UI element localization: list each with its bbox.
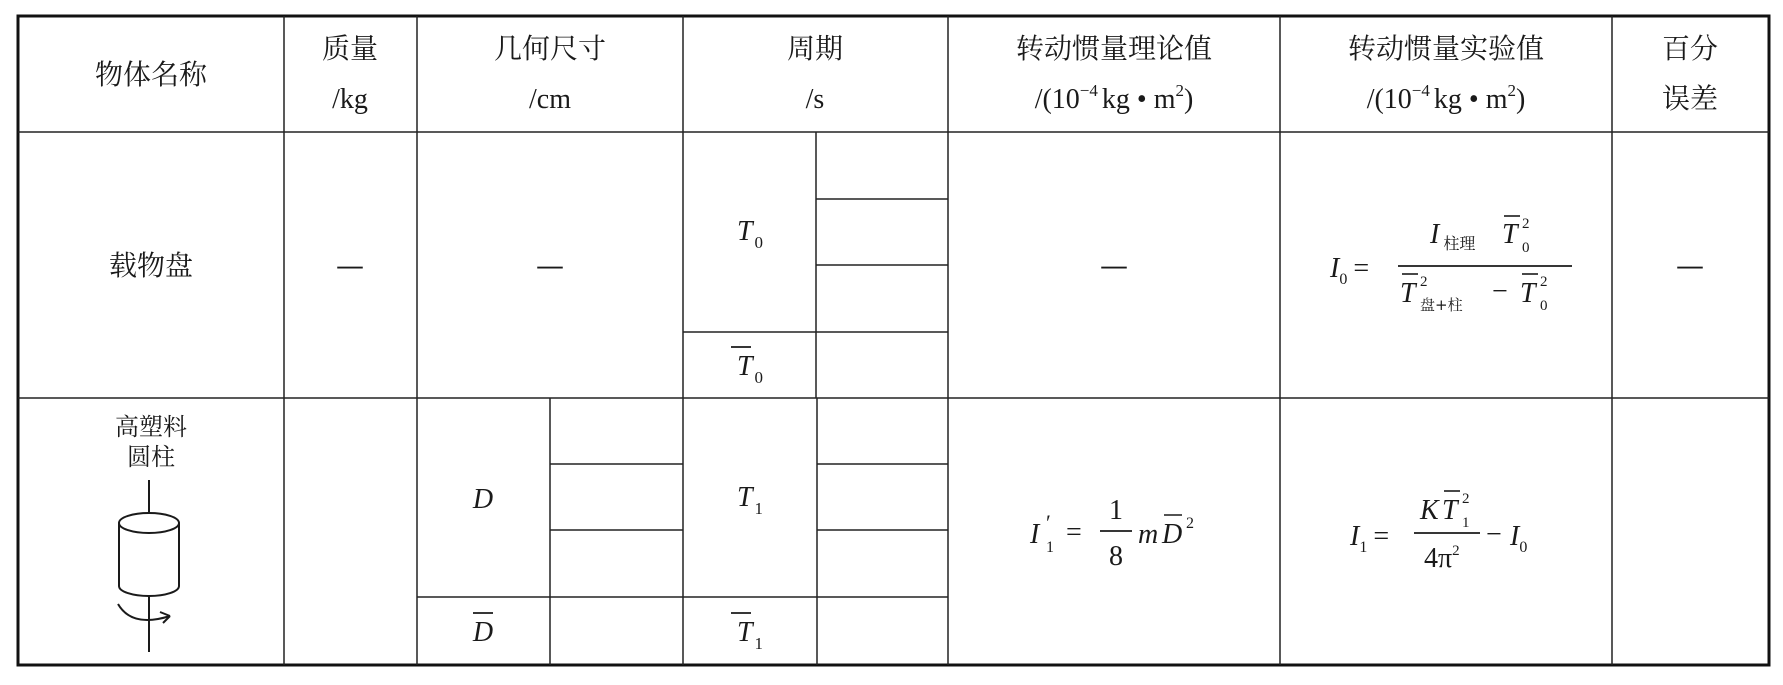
row1-theory: —: [1100, 249, 1128, 282]
svg-text:T: T: [1502, 219, 1518, 250]
svg-text:T0: T $_0$: [736, 351, 764, 387]
row2-name-line1: 高塑料: [115, 413, 187, 441]
row1-mass: —: [336, 249, 364, 282]
table-header: [95, 32, 1718, 115]
svg-text:I0: $I_0$: [1510, 521, 1528, 556]
row1-size: —: [536, 249, 564, 282]
row2-size-mean: [472, 613, 493, 648]
header-period: 周期: [786, 32, 844, 65]
svg-text:−: −: [1486, 519, 1502, 550]
svg-text:I0=: $I_0$ =: [1330, 253, 1370, 288]
header-error-2: 误差: [1661, 82, 1719, 115]
svg-text:T: T: [1442, 495, 1458, 526]
svg-text:T1: T $_1$: [736, 617, 764, 653]
row1-period-mean: [731, 347, 763, 387]
header-period-unit: /s: [805, 84, 825, 115]
header-mass: 质量: [321, 32, 379, 65]
svg-text:1: 1: [1462, 515, 1470, 531]
svg-text:2: 2: [1420, 274, 1428, 290]
svg-text:0: 0: [1540, 298, 1548, 314]
svg-text:I柱理: I $_{柱理}$: [1430, 219, 1476, 253]
row-plate: [109, 216, 1704, 387]
svg-text:T: T: [1400, 278, 1416, 309]
svg-text:I1=: $I_1$ =: [1350, 521, 1390, 556]
header-error: 百分: [1661, 32, 1719, 65]
cylinder-bottom: [119, 586, 179, 596]
svg-text:2: 2: [1522, 216, 1530, 232]
svg-text:8: 8: [1109, 541, 1123, 572]
cylinder-top: [119, 513, 179, 533]
row1-name: 载物盘: [108, 249, 194, 282]
svg-text:4π2: $4\pi^2$: [1424, 543, 1460, 574]
row1-period-symbol: T $_0$: [736, 216, 764, 252]
svg-text:盘+柱: 盘+柱: [1420, 296, 1463, 314]
svg-text:1: 1: [1109, 495, 1123, 526]
row2-name-line2: 圆柱: [127, 443, 175, 471]
header-theory-unit: $/(10^{-4}$ kg • $m^2$): [1034, 81, 1194, 115]
row2-size-symbol: D: [472, 484, 494, 515]
svg-text:2: 2: [1186, 515, 1194, 532]
svg-text:0: 0: [1522, 240, 1530, 256]
svg-text:T: T: [1520, 278, 1536, 309]
row1-error: —: [1676, 249, 1704, 282]
row-cylinder: [115, 413, 1527, 653]
svg-text:K: K: [1420, 495, 1439, 526]
row2-theory-formula: [1029, 495, 1194, 572]
row1-experiment-formula: [1329, 216, 1572, 314]
svg-text:2: 2: [1462, 491, 1470, 507]
header-size: 几何尺寸: [493, 32, 607, 65]
svg-text:D: D: [472, 617, 494, 648]
svg-text:1: 1: [1046, 539, 1054, 556]
svg-text:2: 2: [1540, 274, 1548, 290]
header-theory: 转动惯量理论值: [1015, 32, 1213, 65]
row2-experiment-formula: [1349, 491, 1527, 574]
header-experiment: 转动惯量实验值: [1347, 32, 1545, 65]
header-size-unit: /cm: [529, 84, 571, 115]
svg-text:m: m: [1138, 519, 1159, 550]
svg-text:′: ′: [1046, 510, 1051, 535]
svg-text:−: −: [1492, 276, 1508, 307]
header-name: 物体名称: [94, 58, 208, 91]
header-mass-unit: /kg: [332, 84, 368, 115]
cylinder-illustration: [118, 480, 179, 652]
svg-text:=: =: [1066, 517, 1082, 548]
row2-period-symbol: T $_1$: [736, 482, 764, 518]
svg-text:D: D: [1162, 519, 1183, 550]
row2-period-mean: [731, 613, 763, 653]
svg-text:I: I: [1030, 519, 1040, 550]
header-experiment-unit: $/(10^{-4}$ kg • $m^2$): [1366, 81, 1526, 115]
